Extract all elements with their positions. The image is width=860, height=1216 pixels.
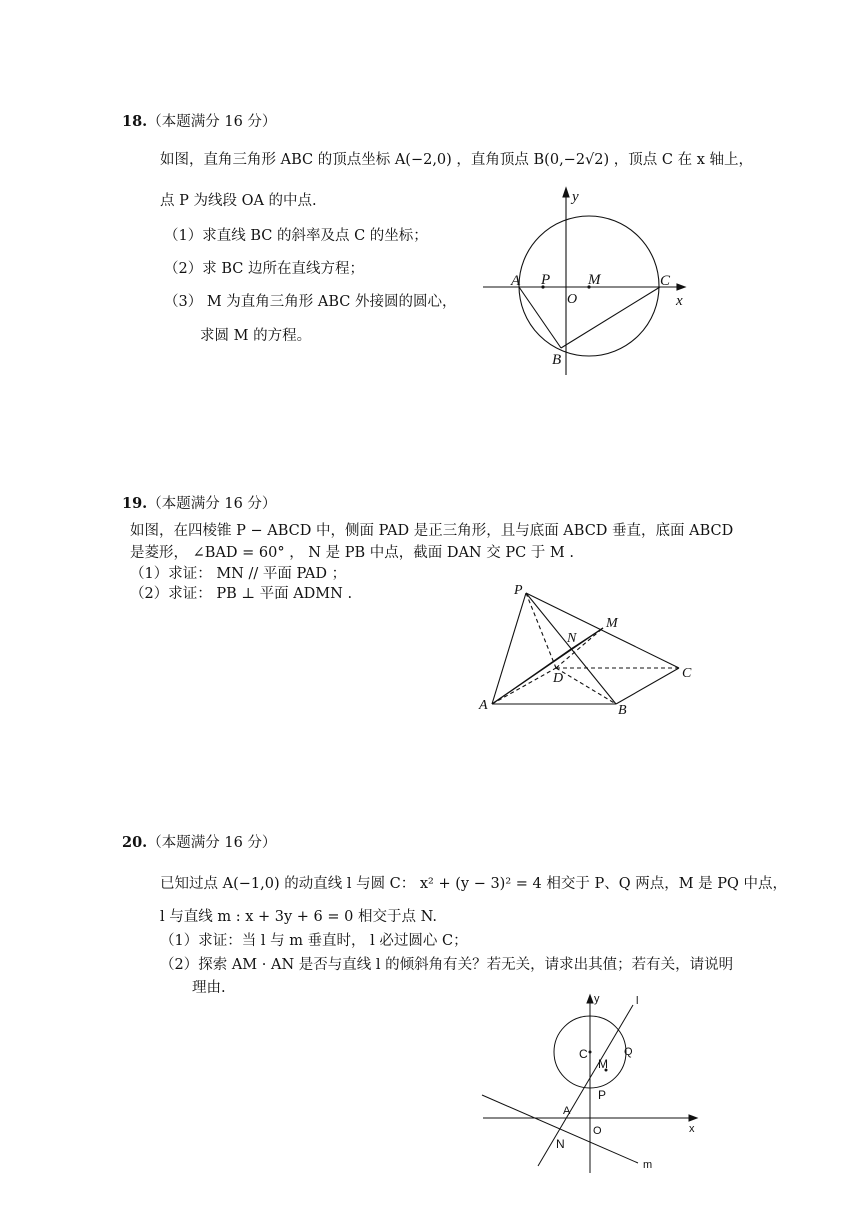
- q20-label-P: P: [598, 1088, 607, 1102]
- q18-label-y: y: [572, 189, 579, 205]
- q20-label-Q: Q: [624, 1046, 633, 1058]
- q20-label-N: N: [556, 1137, 565, 1151]
- q19-label-M: M: [606, 616, 618, 631]
- q18-y-arrow: [563, 188, 569, 197]
- q19-part1: （1）求证： MN // 平面 PAD ；: [130, 566, 347, 582]
- q18-part2: （2）求 BC 边所在直线方程；: [164, 261, 364, 277]
- q20-part2-line2: 理由.: [192, 980, 226, 996]
- q18-intro-line1: 如图，直角三角形 ABC 的顶点坐标 A(−2,0) ，直角顶点 B(0,−2√2) ，顶点 C 在 x 轴上，: [160, 152, 753, 168]
- q19-header: [122, 494, 276, 514]
- q18-label-x: x: [676, 293, 683, 309]
- q19-intro-line2: 是菱形， ∠BAD = 60° ， N 是 PB 中点，截面 DAN 交 PC 于 M .: [130, 545, 574, 561]
- q19-label-A: A: [479, 698, 488, 713]
- q18-label-A: A: [511, 273, 521, 289]
- q20-label-C: C: [579, 1047, 588, 1061]
- q20-header: [122, 833, 276, 853]
- q18-x-arrow: [677, 284, 685, 290]
- q20-part1: （1）求证：当 l 与 m 垂直时， l 必过圆心 C；: [160, 933, 468, 949]
- q20-intro-line1: 已知过点 A(−1,0) 的动直线 l 与圆 C： x² + (y − 3)² = 4 相交于 P、Q 两点，M 是 PQ 中点，: [160, 876, 788, 892]
- q20-point-C: [589, 1051, 592, 1054]
- q20-part2-line1: （2）探索 AM · AN 是否与直线 l 的倾斜角有关？若无关，请求出其值；若有关，请说明: [160, 957, 734, 973]
- q18-label-M: M: [588, 272, 601, 288]
- q20-label-O: O: [593, 1125, 602, 1137]
- q18-header: [122, 112, 276, 132]
- q19-edge-DB: [556, 668, 616, 704]
- q20-score: （本题满分 16 分）: [147, 835, 277, 851]
- q19-edge-PA: [492, 593, 526, 704]
- q18-label-O: O: [567, 292, 578, 307]
- q19-label-P: P: [514, 583, 523, 598]
- q20-label-l: l: [636, 995, 639, 1007]
- q18-label-P: P: [541, 272, 551, 288]
- q19-score: （本题满分 16 分）: [147, 496, 277, 512]
- q19-part2: （2）求证： PB ⊥ 平面 ADMN .: [130, 586, 353, 602]
- q20-figure: [478, 990, 708, 1180]
- q19-label-B: B: [618, 703, 627, 718]
- q20-intro-line2: l 与直线 m : x + 3y + 6 = 0 相交于点 N.: [160, 909, 437, 925]
- q19-edge-DM: [556, 628, 603, 668]
- q20-label-M: M: [598, 1057, 608, 1071]
- q19-label-C: C: [682, 666, 692, 681]
- q19-label-N: N: [567, 631, 577, 646]
- q18-figure: [478, 180, 693, 380]
- q19-figure: [470, 580, 700, 720]
- q18-label-C: C: [660, 273, 671, 289]
- q20-x-arrow: [689, 1115, 697, 1121]
- q19-edge-PD: [526, 593, 556, 668]
- q19-label-D: D: [553, 671, 564, 686]
- q18-part3-line2: 求圆 M 的方程。: [200, 328, 312, 344]
- q18-label-B: B: [552, 352, 562, 368]
- q18-intro-line2: 点 P 为线段 OA 的中点.: [160, 193, 317, 209]
- q19-number: 19.: [122, 495, 148, 512]
- q20-label-y: y: [594, 993, 600, 1005]
- q20-label-x: x: [689, 1123, 695, 1135]
- q20-line-m: [482, 1095, 638, 1163]
- q20-label-A: A: [563, 1105, 571, 1117]
- q18-part1: （1）求直线 BC 的斜率及点 C 的坐标；: [164, 228, 428, 244]
- q18-number: 18.: [122, 113, 148, 130]
- q19-edge-BC: [616, 668, 679, 704]
- q19-intro-line1: 如图，在四棱锥 P − ABCD 中，侧面 PAD 是正三角形，且与底面 ABCD 垂直，底面 ABCD: [130, 523, 734, 539]
- q18-part3-line1: （3） M 为直角三角形 ABC 外接圆的圆心，: [164, 294, 457, 310]
- q18-score: （本题满分 16 分）: [147, 114, 277, 130]
- q20-y-arrow: [587, 995, 593, 1003]
- q20-label-m: m: [643, 1159, 653, 1171]
- q20-number: 20.: [122, 834, 148, 851]
- q20-line-l: [538, 1005, 633, 1166]
- q18-segment-AB: [519, 287, 561, 348]
- q19-edge-PC: [526, 593, 679, 668]
